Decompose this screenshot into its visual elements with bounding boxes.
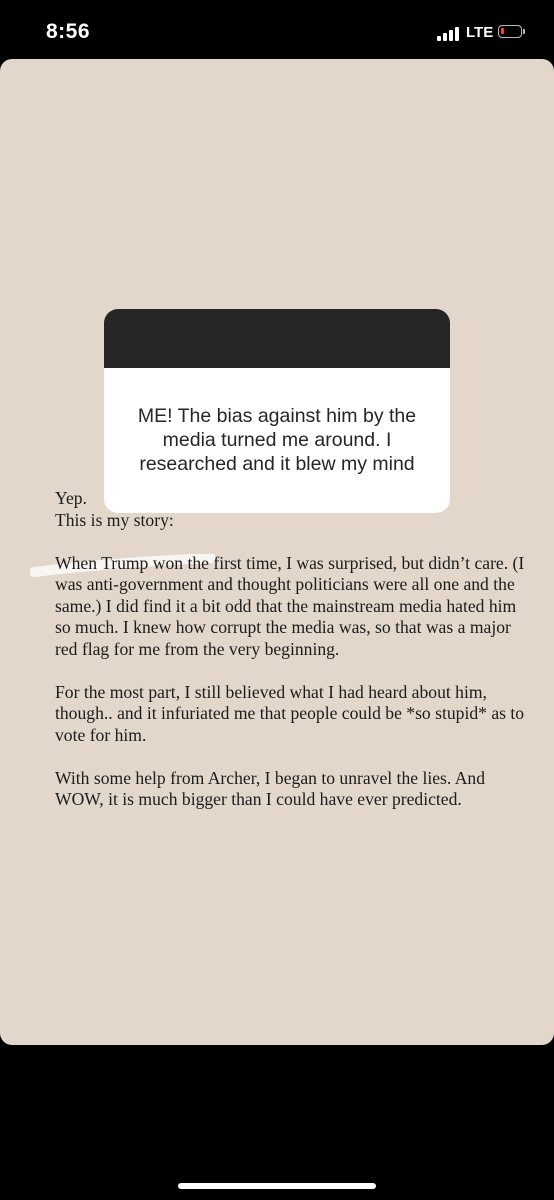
network-type: LTE bbox=[466, 24, 494, 41]
status-time: 8:56 bbox=[46, 20, 91, 43]
question-header bbox=[104, 309, 450, 368]
status-bar bbox=[0, 0, 554, 60]
answer-line: Yep. bbox=[55, 488, 87, 508]
question-sticker bbox=[104, 309, 450, 513]
battery-level bbox=[501, 28, 504, 34]
story-text bbox=[55, 488, 525, 811]
battery-tip bbox=[523, 29, 525, 34]
question-text: ME! The bias against him by the media turned me around. I researched and it blew my mind bbox=[137, 405, 417, 475]
cellular-signal-icon bbox=[437, 27, 463, 41]
battery-icon bbox=[498, 25, 522, 38]
answer-paragraph: With some help from Archer, I began to unravel the lies. And WOW, it is much bigger than I could have ever predicted. bbox=[55, 767, 486, 809]
home-indicator[interactable] bbox=[178, 1183, 376, 1189]
answer-paragraph: When Trump won the first time, I was surprised, but didn’t care. (I was anti-government and thought politicians were all one and the same.) I did find it a bit odd that the mainstream media hated him so much. I knew how corrupt the media was, so that was a major red flag for me from the very beginning. bbox=[55, 552, 525, 659]
answer-paragraph: For the most part, I still believed what I had heard about him, though.. and it infuriated me that people could be *so stupid* as to vote for him. bbox=[55, 681, 525, 745]
answer-line: This is my story: bbox=[55, 509, 174, 530]
